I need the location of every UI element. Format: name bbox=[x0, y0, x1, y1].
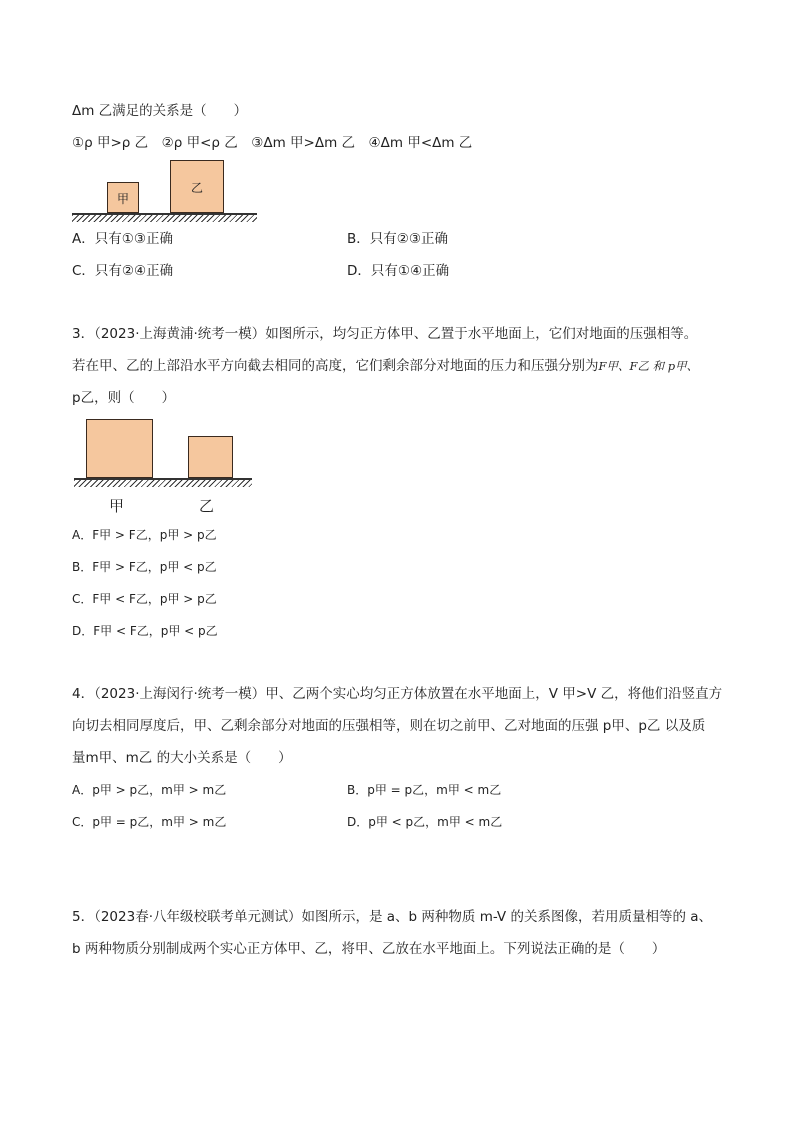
q4-option-b[interactable]: B．p甲 = p乙，m甲 < m乙 bbox=[347, 783, 502, 797]
q4-line2: 向切去相同厚度后，甲、乙剩余部分对地面的压强相等，则在切之前甲、乙对地面的压强 p甲、p乙 以及质 bbox=[72, 718, 706, 734]
q3-option-a[interactable]: A．F甲 > F乙，p甲 > p乙 bbox=[72, 528, 217, 542]
q3-ground-hatch bbox=[74, 480, 252, 487]
q3-line2-text: 若在甲、乙的上部沿水平方向截去相同的高度，它们剩余部分对地面的压力和压强分别为 bbox=[72, 358, 599, 374]
q2-option-c[interactable]: C．只有②④正确 bbox=[72, 263, 174, 279]
q2-option-d[interactable]: D．只有①④正确 bbox=[347, 263, 450, 279]
q3-option-d[interactable]: D．F甲 < F乙，p甲 < p乙 bbox=[72, 624, 218, 638]
q3-line2-vars: F甲、F乙 和 p甲、 bbox=[598, 359, 699, 373]
q2-block-jia bbox=[107, 182, 139, 213]
q3-line2 bbox=[72, 357, 698, 375]
q2-figure bbox=[72, 158, 262, 220]
q2-stem-tail: Δm 乙满足的关系是（ ） bbox=[72, 103, 248, 119]
q5-line1: 5．（2023春·八年级校联考单元测试）如图所示，是 a、b 两种物质 m-V 的关系图像，若用质量相等的 a、 bbox=[72, 909, 713, 925]
q2-block-yi-label: 乙 bbox=[191, 181, 204, 195]
q2-block-jia-label: 甲 bbox=[117, 192, 130, 206]
q4-line1: 4．（2023·上海闵行·统考一模）甲、乙两个实心均匀正方体放置在水平地面上，V 甲>V 乙，将他们沿竖直方 bbox=[72, 686, 723, 702]
q3-block-jia bbox=[86, 419, 153, 478]
q3-line3: p乙，则（ ） bbox=[72, 390, 176, 406]
q3-block-yi bbox=[188, 436, 233, 478]
q3-label-yi: 乙 bbox=[199, 497, 215, 515]
q5-line2: b 两种物质分别制成两个实心正方体甲、乙，将甲、乙放在水平地面上。下列说法正确的是（ ） bbox=[72, 941, 666, 957]
q4-option-d[interactable]: D．p甲 < p乙，m甲 < m乙 bbox=[347, 815, 503, 829]
q4-line3: 量m甲、m乙 的大小关系是（ ） bbox=[72, 750, 292, 766]
q2-ground-hatch bbox=[72, 215, 257, 222]
q2-conditions: ①ρ 甲>ρ 乙 ②ρ 甲<ρ 乙 ③Δm 甲>Δm 乙 ④Δm 甲<Δm 乙 bbox=[72, 135, 473, 151]
q2-option-b[interactable]: B．只有②③正确 bbox=[347, 231, 448, 247]
q4-option-c[interactable]: C．p甲 = p乙，m甲 > m乙 bbox=[72, 815, 227, 829]
q3-option-b[interactable]: B．F甲 > F乙，p甲 < p乙 bbox=[72, 560, 217, 574]
q3-line1: 3．（2023·上海黄浦·统考一模）如图所示，均匀正方体甲、乙置于水平地面上，它们对地面的压强相等。 bbox=[72, 326, 698, 342]
q2-option-a[interactable]: A．只有①③正确 bbox=[72, 231, 173, 247]
q3-figure bbox=[72, 415, 262, 520]
q3-label-jia: 甲 bbox=[109, 497, 125, 515]
q2-block-yi bbox=[170, 160, 224, 213]
q4-option-a[interactable]: A．p甲 > p乙，m甲 > m乙 bbox=[72, 783, 227, 797]
q3-option-c[interactable]: C．F甲 < F乙，p甲 > p乙 bbox=[72, 592, 217, 606]
